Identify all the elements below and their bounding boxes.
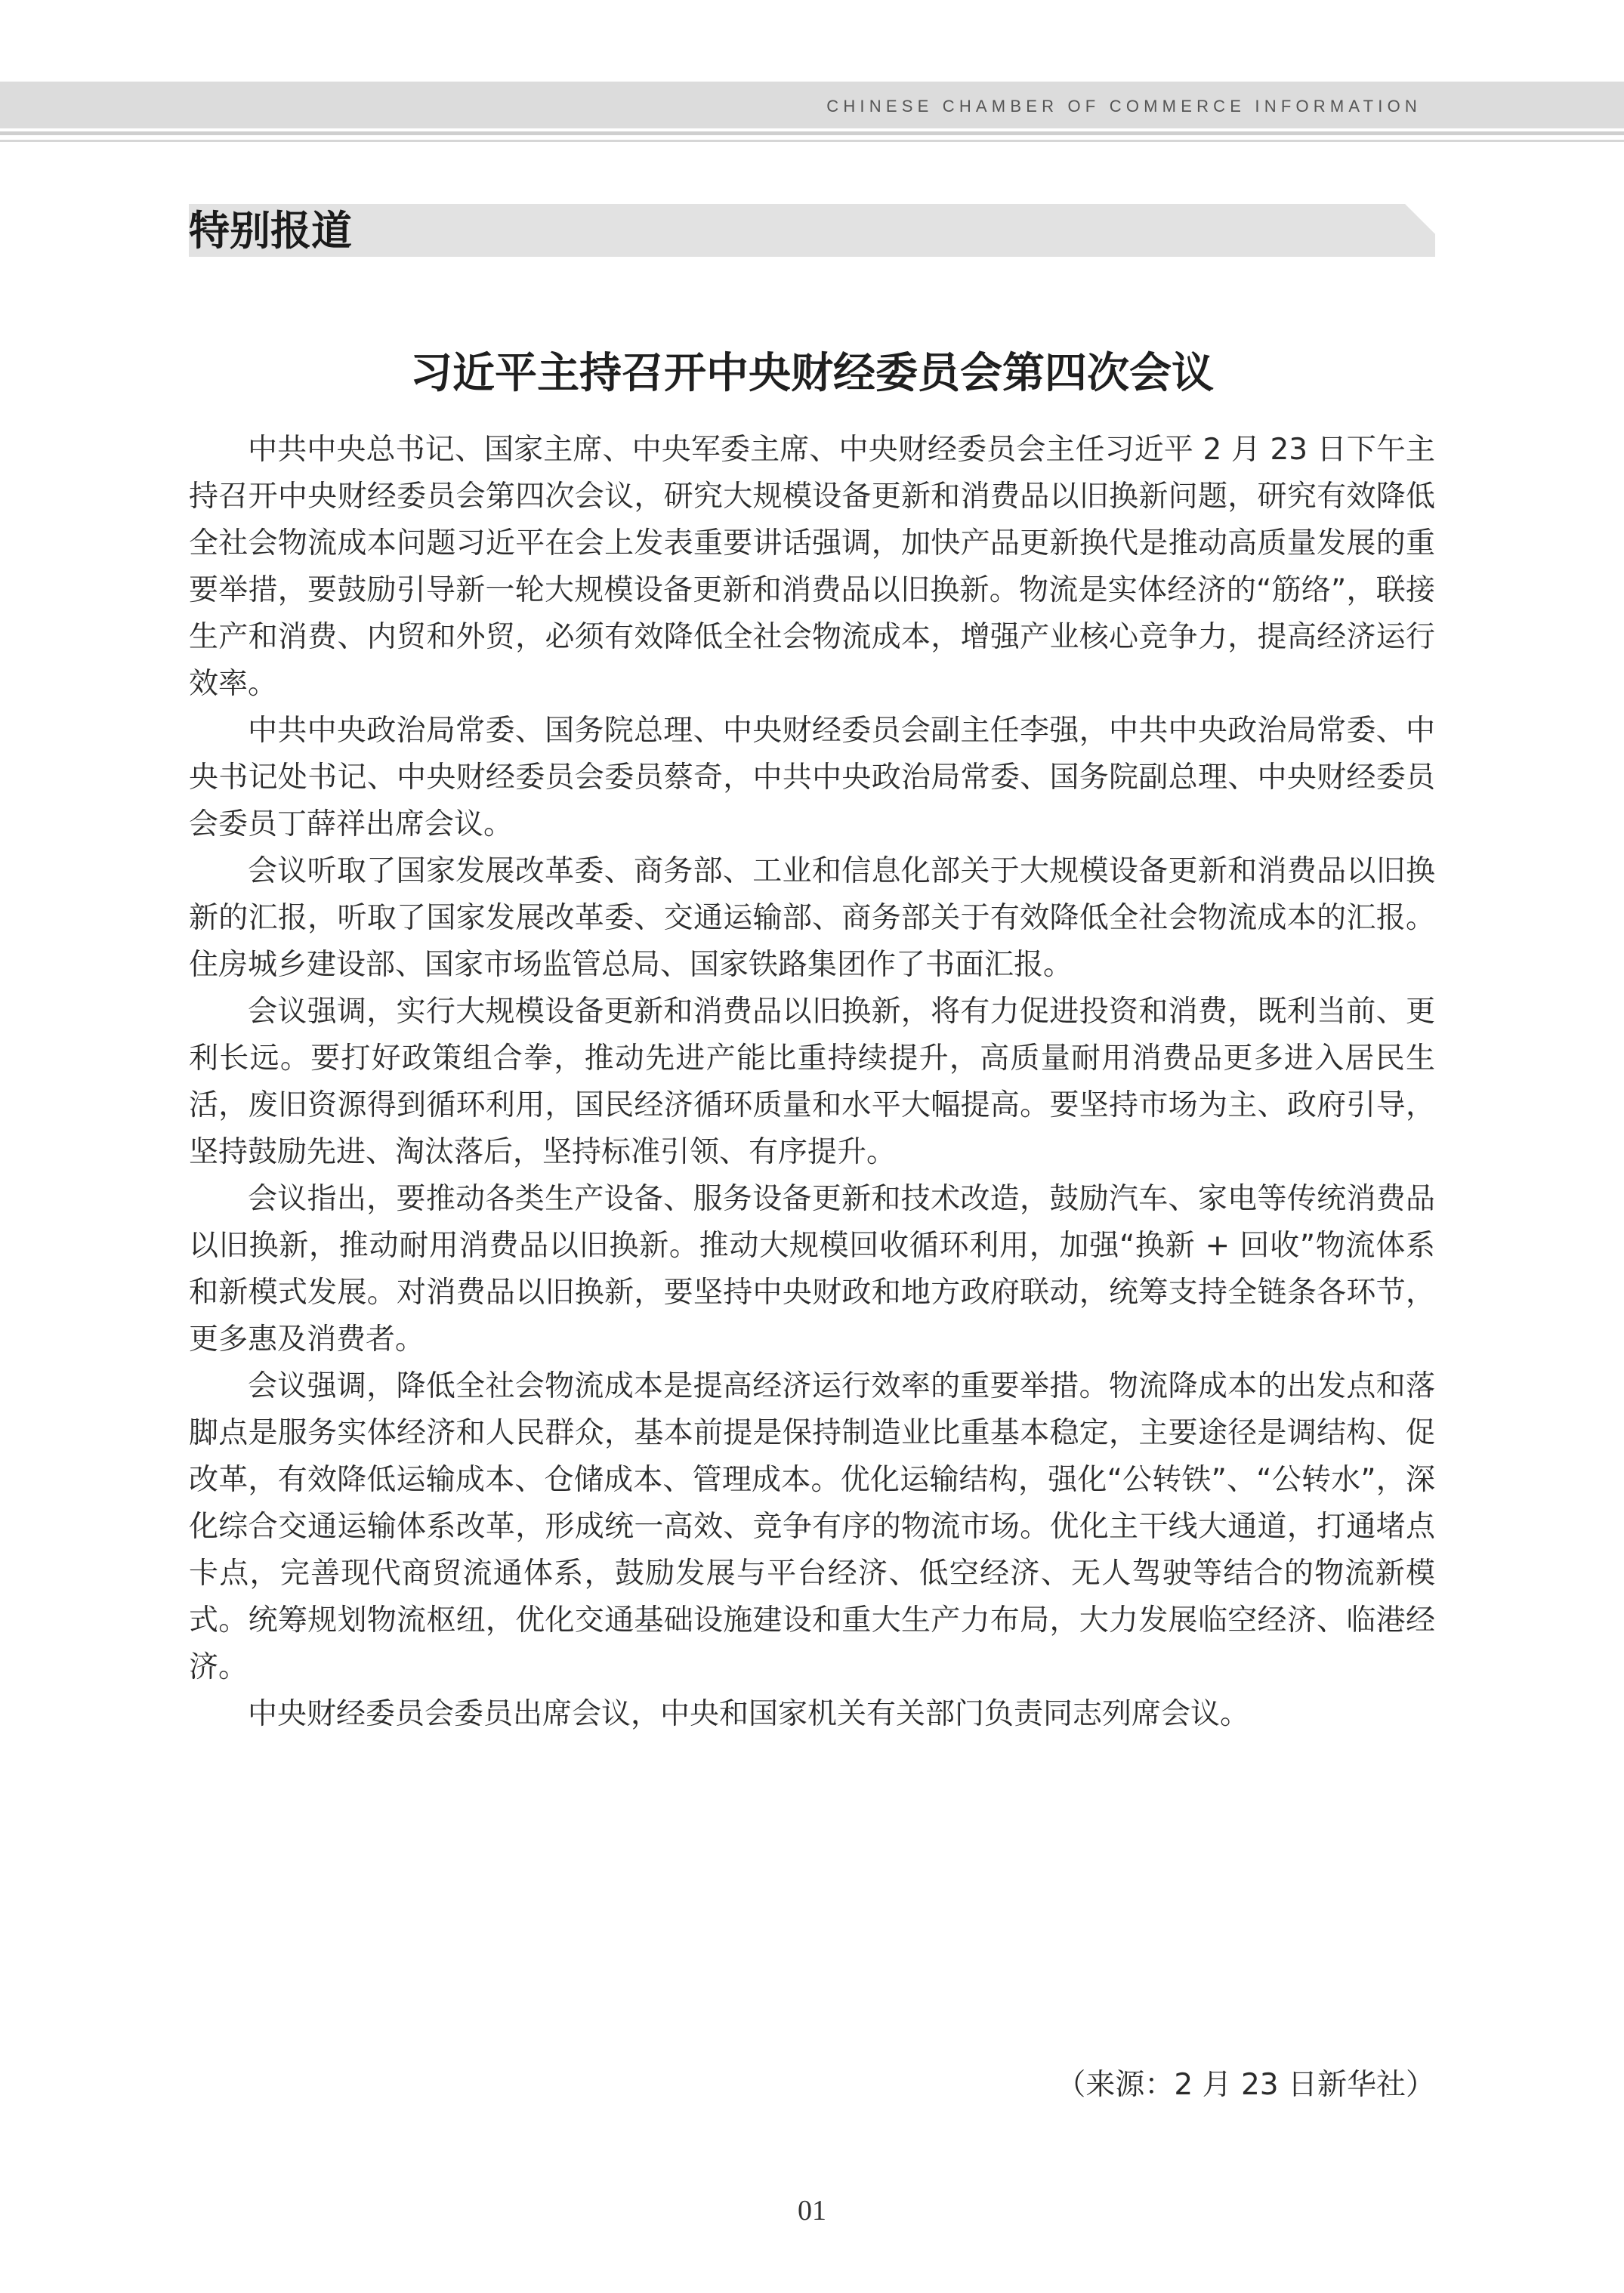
publication-name: CHINESE CHAMBER OF COMMERCE INFORMATION (826, 97, 1422, 116)
paragraph: 中共中央总书记、国家主席、中央军委主席、中央财经委员会主任习近平 2 月 23 日下午主持召开中央财经委员会第四次会议，研究大规模设备更新和消费品以旧换新问题，研究有效降低全社会物流成本问题习近平在会上发表重要讲话强调，加快产品更新换代是推动高质量发展的重要举措，要鼓励引导新一轮大规模设备更新和消费品以旧换新。物流是实体经济的“筋络”，联接生产和消费、内贸和外贸，必须有效降低全社会物流成本，增强产业核心竞争力，提高经济运行效率。 (189, 433, 1435, 701)
paragraph: 中共中央政治局常委、国务院总理、中央财经委员会副主任李强，中共中央政治局常委、中央书记处书记、中央财经委员会委员蔡奇，中共中央政治局常委、国务院副总理、中央财经委员会委员丁薛祥出席会议。 (189, 714, 1435, 841)
section-banner (189, 204, 1435, 257)
paragraph: 会议强调，降低全社会物流成本是提高经济运行效率的重要举措。物流降成本的出发点和落脚点是服务实体经济和人民群众，基本前提是保持制造业比重基本稳定，主要途径是调结构、促改革，有效降低运输成本、仓储成本、管理成本。优化运输结构，强化“公转铁”、“公转水”，深化综合交通运输体系改革，形成统一高效、竞争有序的物流市场。优化主干线大通道，打通堵点卡点，完善现代商贸流通体系，鼓励发展与平台经济、低空经济、无人驾驶等结合的物流新模式。统筹规划物流枢纽，优化交通基础设施建设和重大生产力布局，大力发展临空经济、临港经济。 (189, 1369, 1435, 1684)
paragraph: 中央财经委员会委员出席会议，中央和国家机关有关部门负责同志列席会议。 (248, 1697, 1250, 1731)
section-title: 特别报道 (189, 206, 352, 255)
paragraph: 会议强调，实行大规模设备更新和消费品以旧换新，将有力促进投资和消费，既利当前、更利长远。要打好政策组合拳，推动先进产能比重持续提升，高质量耐用消费品更多进入居民生活，废旧资源得到循环利用，国民经济循环质量和水平大幅提高。要坚持市场为主、政府引导，坚持鼓励先进、淘汰落后，坚持标准引领、有序提升。 (189, 995, 1435, 1169)
header-divider (0, 140, 1624, 142)
article-source: （来源：2 月 23 日新华社） (1056, 2068, 1435, 2102)
paragraph: 会议指出，要推动各类生产设备、服务设备更新和技术改造，鼓励汽车、家电等传统消费品以旧换新，推动耐用消费品以旧换新。推动大规模回收循环利用，加强“换新 + 回收”物流体系和新模式发展。对消费品以旧换新，要坚持中央财政和地方政府联动，统筹支持全链条各环节，更多惠及消费者。 (189, 1182, 1435, 1356)
page-number: 01 (798, 2195, 826, 2227)
article-title: 习近平主持召开中央财经委员会第四次会议 (410, 349, 1214, 398)
article-body (189, 427, 1435, 1738)
header-divider (0, 131, 1624, 135)
paragraph: 会议听取了国家发展改革委、商务部、工业和信息化部关于大规模设备更新和消费品以旧换新的汇报，听取了国家发展改革委、交通运输部、商务部关于有效降低全社会物流成本的汇报。住房城乡建设部、国家市场监管总局、国家铁路集团作了书面汇报。 (189, 854, 1435, 982)
